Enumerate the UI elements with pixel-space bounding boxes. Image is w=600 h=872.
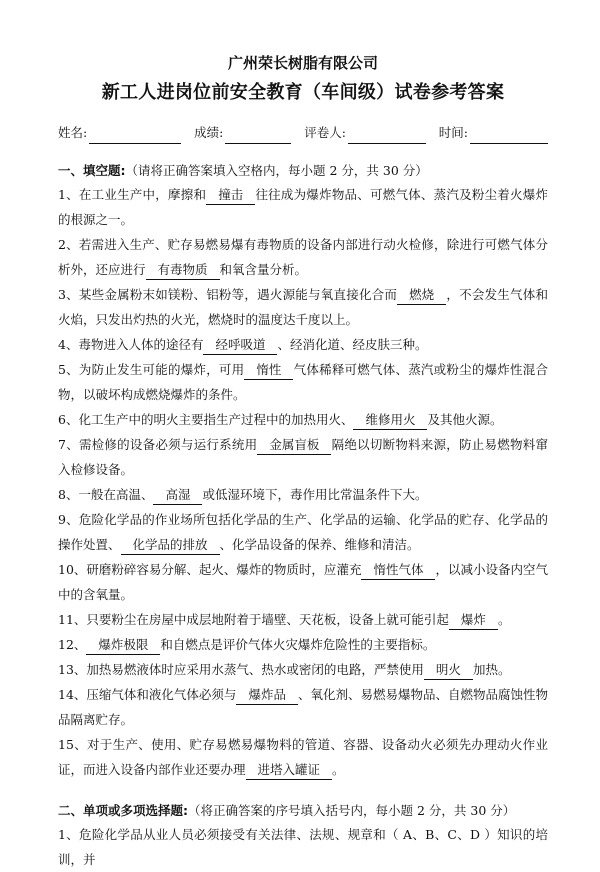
fill-in-question (58, 557, 548, 607)
choice-question-list (58, 822, 548, 872)
fill-in-question (58, 332, 548, 357)
answer-blank: 爆炸 (449, 611, 498, 630)
question-text: 9、危险化学品的作业场所包括化学品的生产、化学品的运输、化学品的贮存、化学品的操作处置、 (58, 512, 548, 552)
answer-blank: 惰性 (244, 361, 293, 380)
question-text: 5、为防止发生可能的爆炸，可用 (58, 362, 245, 377)
time-field (439, 122, 548, 144)
question-text: 加热。 (472, 662, 511, 677)
fill-in-question (58, 357, 548, 407)
fill-in-question (58, 407, 548, 432)
answer-blank: 化学品的排放 (121, 536, 220, 555)
question-text: 7、需检修的设备必须与运行系统用 (58, 437, 258, 452)
question-text: 往往成为爆炸物品、可燃气体、蒸汽及粉尘着火爆炸的根源之一。 (58, 187, 548, 227)
fill-in-question (58, 632, 548, 657)
question-text: 气体稀释可燃气体、蒸汽或粉尘的爆炸性混合物，以破坏构成燃烧爆炸的条件。 (58, 362, 548, 402)
question-text: 14、压缩气体和液化气体必须与 (58, 687, 237, 702)
name-label: 姓名: (58, 125, 88, 140)
name-field (58, 122, 181, 144)
section1-heading (58, 160, 548, 182)
question-text: 。 (332, 762, 345, 777)
section1-title: 一、填空题: (58, 163, 126, 178)
question-text: 及其他火源。 (427, 412, 503, 427)
fill-in-question (58, 282, 548, 332)
answer-blank: 进塔入罐证 (246, 761, 333, 780)
fill-in-question (58, 232, 548, 282)
document-title: 新工人进岗位前安全教育（车间级）试卷参考答案 (101, 82, 505, 103)
question-text: 10、研磨粉碎容易分解、起火、爆炸的物质时，应灌充 (58, 562, 362, 577)
answer-blank: 金属盲板 (257, 436, 331, 455)
question-text: 2、若需进入生产、贮存易燃易爆有毒物质的设备内部进行动火检修，除进行可燃气体分析外，还应进行 (58, 237, 548, 277)
question-text: 6、化工生产中的明火主要指生产过程中的加热用火、 (58, 412, 354, 427)
question-text: 12、 (58, 637, 87, 652)
answer-blank: 维修用火 (353, 411, 427, 430)
question-text: ，不会发生气体和火焰，只发出灼热的火光，燃烧时的温度达千度以上。 (58, 287, 548, 327)
question-text: 1、在工业生产中，摩擦和 (58, 187, 207, 202)
score-blank (225, 129, 291, 144)
question-text: 、氧化剂、易燃易爆物品、自燃物品腐蚀性物品隔离贮存。 (58, 687, 548, 727)
fill-in-question (58, 482, 548, 507)
time-blank (470, 129, 548, 144)
question-text: 3、某些金属粉末如镁粉、铝粉等，遇火源能与氧直接化合而 (58, 287, 398, 302)
grader-blank (348, 129, 426, 144)
answer-blank: 撞击 (206, 186, 255, 205)
question-text: 隔绝以切断物料来源，防止易燃物料窜入检修设备。 (58, 437, 548, 477)
answer-blank: 高湿 (153, 486, 202, 505)
answer-blank: 爆炸极限 (86, 636, 160, 655)
question-text: 13、加热易燃液体时应采用水蒸气、热水或密闭的电路，严禁使用 (58, 662, 424, 677)
section2-instructions: （将正确答案的序号填入括号内，每小题 2 分，共 30 分） (188, 803, 516, 818)
company-name: 广州荣长树脂有限公司 (227, 54, 378, 72)
exam-info-row (58, 122, 548, 144)
section2-title: 二、单项或多项选择题: (58, 803, 188, 818)
question-text: 和氧含量分析。 (219, 262, 308, 277)
fill-in-question-list (58, 182, 548, 782)
grader-label: 评卷人: (304, 125, 346, 140)
question-text: 4、毒物进入人体的途径有 (58, 337, 204, 352)
fill-in-question (58, 682, 548, 732)
answer-blank: 惰性气体 (361, 561, 435, 580)
section2-heading (58, 800, 548, 822)
name-blank (89, 129, 181, 144)
section1-instructions: （请将正确答案填入空格内，每小题 2 分，共 30 分） (125, 163, 428, 178)
fill-in-question (58, 607, 548, 632)
question-text: ，以减小设备内空气中的含氧量。 (58, 562, 548, 602)
question-text: 。 (497, 612, 511, 627)
question-text: 、化学品设备的保养、维修和清洁。 (219, 537, 420, 552)
answer-blank: 有毒物质 (146, 261, 220, 280)
score-field (194, 122, 291, 144)
time-label: 时间: (438, 125, 468, 140)
choice-question: 1、危险化学品从业人员必须接受有关法律、法规、规章和（ A、B、C、D ）知识的培训，并 (58, 827, 548, 867)
answer-blank: 经呼吸道 (203, 336, 277, 355)
answer-blank: 爆炸品 (236, 686, 298, 705)
question-text: 、经消化道、经皮肤三种。 (277, 337, 428, 352)
answer-blank: 明火 (424, 661, 473, 680)
fill-in-question (58, 657, 548, 682)
question-text: 和自燃点是评价气体火灾爆炸危险性的主要指标。 (160, 637, 436, 652)
answer-blank: 燃烧 (397, 286, 446, 305)
score-label: 成绩: (194, 125, 224, 140)
fill-in-question (58, 432, 548, 482)
question-text: 15、对于生产、使用、贮存易燃易爆物料的管道、容器、设备动火必须先办理动火作业证，而进入设备内部作业还要办理 (58, 737, 548, 777)
fill-in-question (58, 182, 548, 232)
question-text: 8、一般在高温、 (58, 487, 154, 502)
fill-in-question (58, 732, 548, 782)
fill-in-question (58, 507, 548, 557)
question-text: 或低湿环境下，毒作用比常温条件下大。 (202, 487, 428, 502)
question-text: 11、只要粉尘在房屋中成层地附着于墙壁、天花板，设备上就可能引起 (58, 612, 449, 627)
grader-field (304, 122, 426, 144)
